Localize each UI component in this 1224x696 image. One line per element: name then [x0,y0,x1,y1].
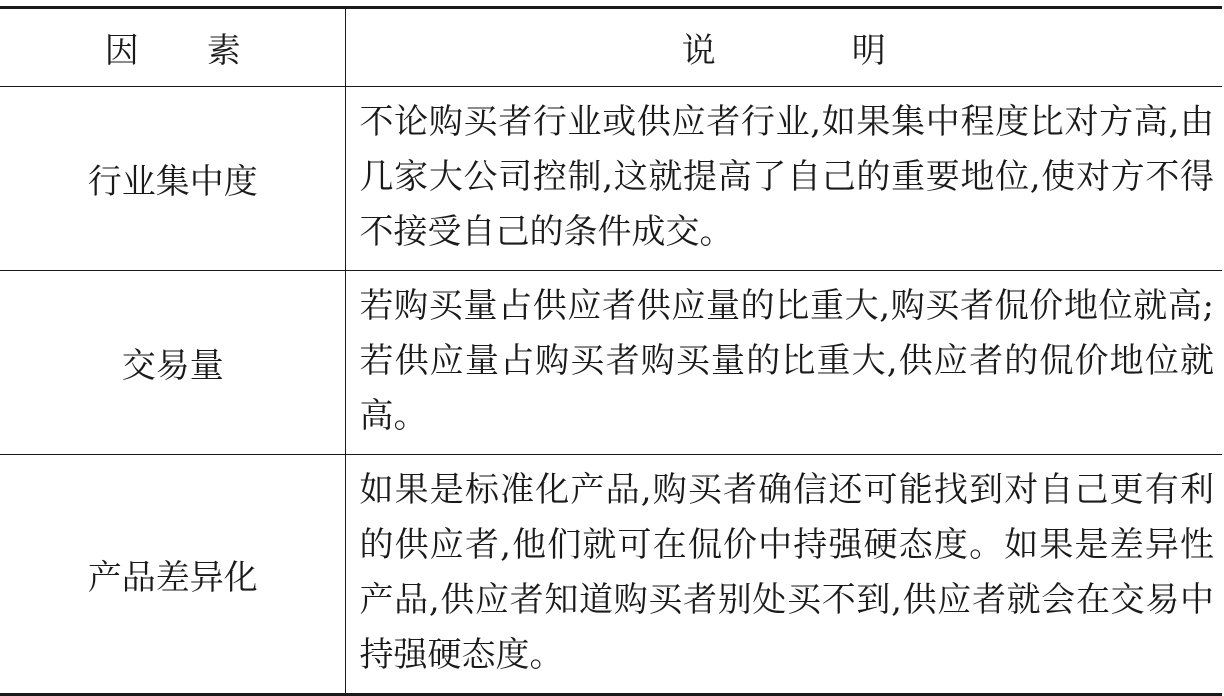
factor-description-table [0,6,1222,696]
description-text: 若购买量占供应者供应量的比重大,购买者侃价地位就高;若供应量占购买者购买量的比重大,供应者的侃价地位就高。 [359,286,1214,436]
description-cell [345,271,1222,455]
table-row [0,455,1222,695]
description-cell [345,87,1222,271]
table-row [0,87,1222,271]
description-text: 如果是标准化产品,购买者确信还可能找到对自己更有利的供应者,他们就可在侃价中持强硬态度。如果是差异性产品,供应者知道购买者别处买不到,供应者就会在交易中持强硬态度。 [359,470,1214,675]
factor-label: 行业集中度 [87,162,258,202]
table-header-row [0,8,1222,87]
header-description-cell [345,8,1222,87]
factor-cell [0,87,345,271]
header-factor-cell [0,8,345,87]
factor-label: 交易量 [121,346,224,386]
header-description-label: 说 明 [681,31,886,71]
factor-cell [0,455,345,695]
description-cell [345,455,1222,695]
factor-cell [0,271,345,455]
description-text: 不论购买者行业或供应者行业,如果集中程度比对方高,由几家大公司控制,这就提高了自己的重要地位,使对方不得不接受自己的条件成交。 [359,102,1214,252]
header-factor-label: 因 素 [104,31,241,71]
factor-label: 产品差异化 [87,557,258,598]
table-row [0,271,1222,455]
